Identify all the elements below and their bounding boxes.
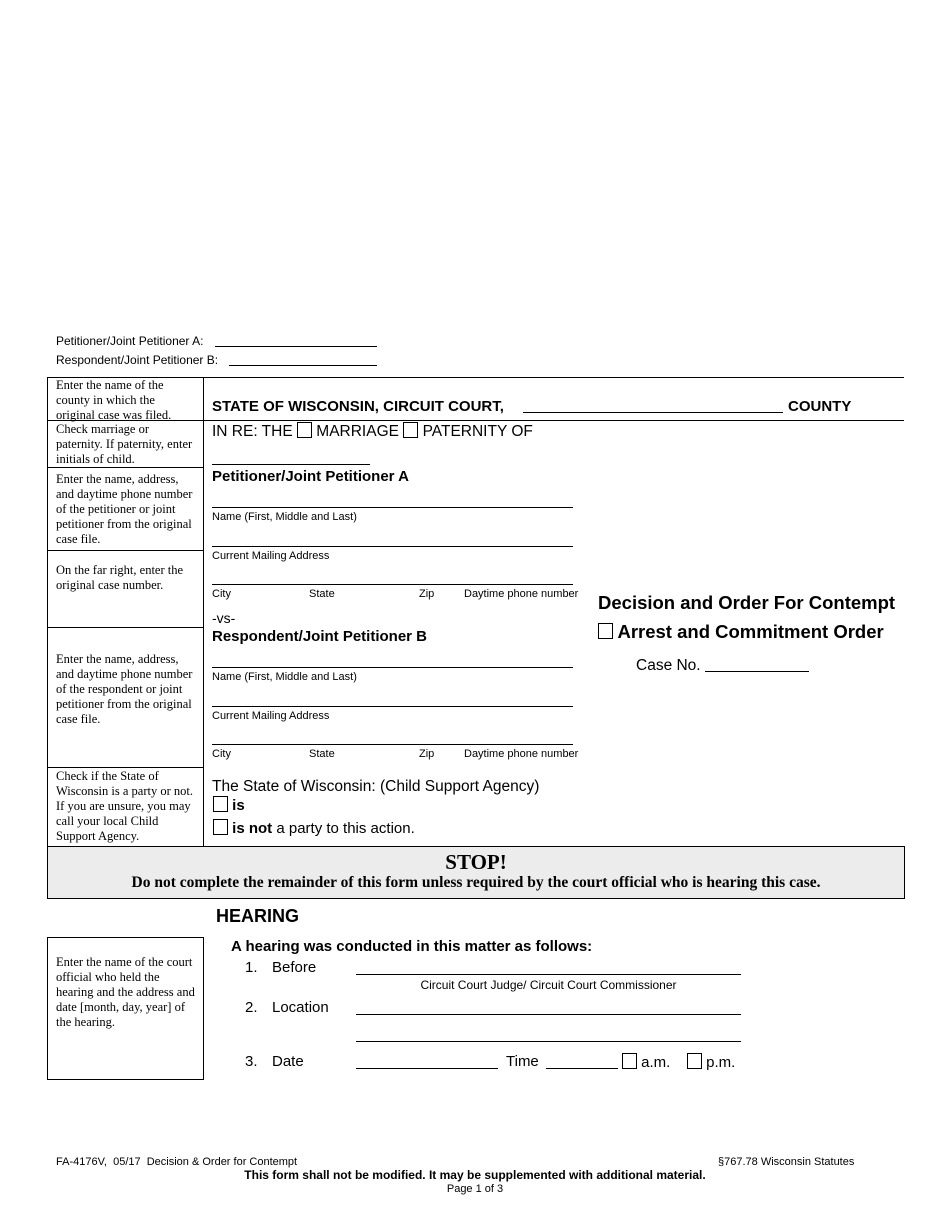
case-no-label: Case No. <box>636 657 701 674</box>
state-is-option <box>213 796 245 814</box>
respondent-name-field[interactable] <box>212 667 573 668</box>
respondent-state-label: State <box>309 748 335 760</box>
stop-text: Do not complete the remainder of this form unless required by the court official who is hearing this case. <box>131 874 821 891</box>
time-field[interactable] <box>546 1068 618 1069</box>
hearing-item3-label: Date <box>272 1053 304 1070</box>
row-divider-case <box>48 627 203 628</box>
sidebar-marriage: Check marriage or paternity. If paternity, enter initials of child. <box>56 422 193 466</box>
petitioner-name-label: Name (First, Middle and Last) <box>212 511 357 523</box>
arrest-label: Arrest and Commitment Order <box>617 621 884 642</box>
respondent-name-label: Name (First, Middle and Last) <box>212 671 357 683</box>
hearing-item1-number: 1. <box>245 959 258 976</box>
am-label: a.m. <box>641 1054 671 1071</box>
hearing-item2-number: 2. <box>245 999 258 1016</box>
in-re-label: IN RE: THE <box>212 423 293 440</box>
paternity-checkbox[interactable] <box>403 422 418 438</box>
petitioner-state-label: State <box>309 588 335 600</box>
row-divider-respondent <box>48 767 203 768</box>
petitioner-city-field[interactable] <box>212 584 573 585</box>
before-field[interactable] <box>356 974 741 975</box>
pm-checkbox[interactable] <box>687 1053 702 1069</box>
petitioner-name-field[interactable] <box>212 507 573 508</box>
state-is-checkbox[interactable] <box>213 796 228 812</box>
petitioner-address-field[interactable] <box>212 546 573 547</box>
petitioner-heading: Petitioner/Joint Petitioner A <box>212 468 409 485</box>
county-field[interactable] <box>523 412 783 413</box>
petitioner-address-label: Current Mailing Address <box>212 550 330 562</box>
state-is-not-rest: a party to this action. <box>276 820 415 837</box>
court-title <box>212 398 504 415</box>
sidebar-state: Check if the State of Wisconsin is a party or not. If you are unsure, you may call your local Child Support Agency. <box>56 769 193 843</box>
arrest-checkbox[interactable] <box>598 623 613 639</box>
respondent-phone-label: Daytime phone number <box>464 748 579 760</box>
marriage-checkbox[interactable] <box>297 422 312 438</box>
pm-option <box>687 1053 735 1071</box>
respondent-address-field[interactable] <box>212 706 573 707</box>
footer-notice: This form shall not be modified. It may be supplemented with additional material. <box>244 1168 706 1182</box>
table-divider <box>203 377 204 846</box>
sidebar-respondent: Enter the name, address, and daytime phone number of the respondent or joint petitioner from the original case file. <box>56 652 193 726</box>
petitioner-caption-field[interactable] <box>215 346 377 347</box>
pm-label: p.m. <box>706 1054 736 1071</box>
stop-box <box>47 846 905 899</box>
hearing-item1-label: Before <box>272 959 317 976</box>
footer-page: Page 1 of 3 <box>446 1183 504 1195</box>
marriage-label: MARRIAGE <box>316 423 399 440</box>
respondent-zip-label: Zip <box>419 748 435 760</box>
respondent-address-label: Current Mailing Address <box>212 710 330 722</box>
respondent-caption-label: Respondent/Joint Petitioner B: <box>56 353 219 367</box>
paternity-label: PATERNITY OF <box>422 423 533 440</box>
petitioner-zip-label: Zip <box>419 588 435 600</box>
row-divider-petitioner <box>48 550 203 551</box>
case-no-field[interactable] <box>705 671 809 672</box>
respondent-city-label: City <box>212 748 231 760</box>
time-label: Time <box>506 1053 539 1070</box>
hearing-item2-label: Location <box>272 999 329 1016</box>
stop-title: STOP! <box>445 850 507 874</box>
state-is-label: is <box>232 797 245 814</box>
sidebar-case-number: On the far right, enter the original case number. <box>56 563 184 592</box>
versus-label: -vs- <box>212 610 236 626</box>
footer-statute: §767.78 Wisconsin Statutes <box>718 1156 855 1168</box>
footer-form-id: FA-4176V, 05/17 Decision & Order for Contempt <box>56 1156 298 1168</box>
sidebar-county: Enter the name of the county in which the original case was filed. <box>56 378 172 422</box>
state-is-not-label: is not <box>232 820 273 837</box>
hearing-item3-number: 3. <box>245 1053 258 1070</box>
hearing-heading: HEARING <box>216 906 300 926</box>
petitioner-phone-label: Daytime phone number <box>464 588 579 600</box>
location-field-2[interactable] <box>356 1041 741 1042</box>
respondent-heading: Respondent/Joint Petitioner B <box>212 628 428 645</box>
respondent-city-field[interactable] <box>212 744 573 745</box>
am-checkbox[interactable] <box>622 1053 637 1069</box>
judge-label: Circuit Court Judge/ Circuit Court Commissioner <box>420 978 677 992</box>
row-divider-marriage <box>48 467 203 468</box>
in-re-line <box>212 422 533 441</box>
date-field[interactable] <box>356 1068 498 1069</box>
hearing-intro: A hearing was conducted in this matter as follows: <box>231 938 593 955</box>
state-party-line: The State of Wisconsin: (Child Support Agency) <box>212 778 540 795</box>
petitioner-caption-label: Petitioner/Joint Petitioner A: <box>56 334 204 348</box>
court-title-text: STATE OF WISCONSIN, CIRCUIT COURT, <box>212 398 504 415</box>
sidebar-hearing: Enter the name of the court official who held the hearing and the address and date [month, day, year] of the hearing. <box>56 955 195 1029</box>
am-option <box>622 1053 670 1071</box>
sidebar-petitioner: Enter the name, address, and daytime phone number of the petitioner or joint petitioner from the original case file. <box>56 472 193 546</box>
petitioner-city-label: City <box>212 588 231 600</box>
respondent-caption-field[interactable] <box>229 365 377 366</box>
location-field-1[interactable] <box>356 1014 741 1015</box>
respondent-caption <box>56 353 218 367</box>
petitioner-caption <box>56 334 203 348</box>
document-title: Decision and Order For Contempt <box>598 592 896 613</box>
county-label: COUNTY <box>788 398 852 415</box>
state-is-not-checkbox[interactable] <box>213 819 228 835</box>
state-is-not-option <box>213 819 415 837</box>
arrest-option <box>598 621 884 643</box>
child-initials-field[interactable] <box>212 464 370 465</box>
